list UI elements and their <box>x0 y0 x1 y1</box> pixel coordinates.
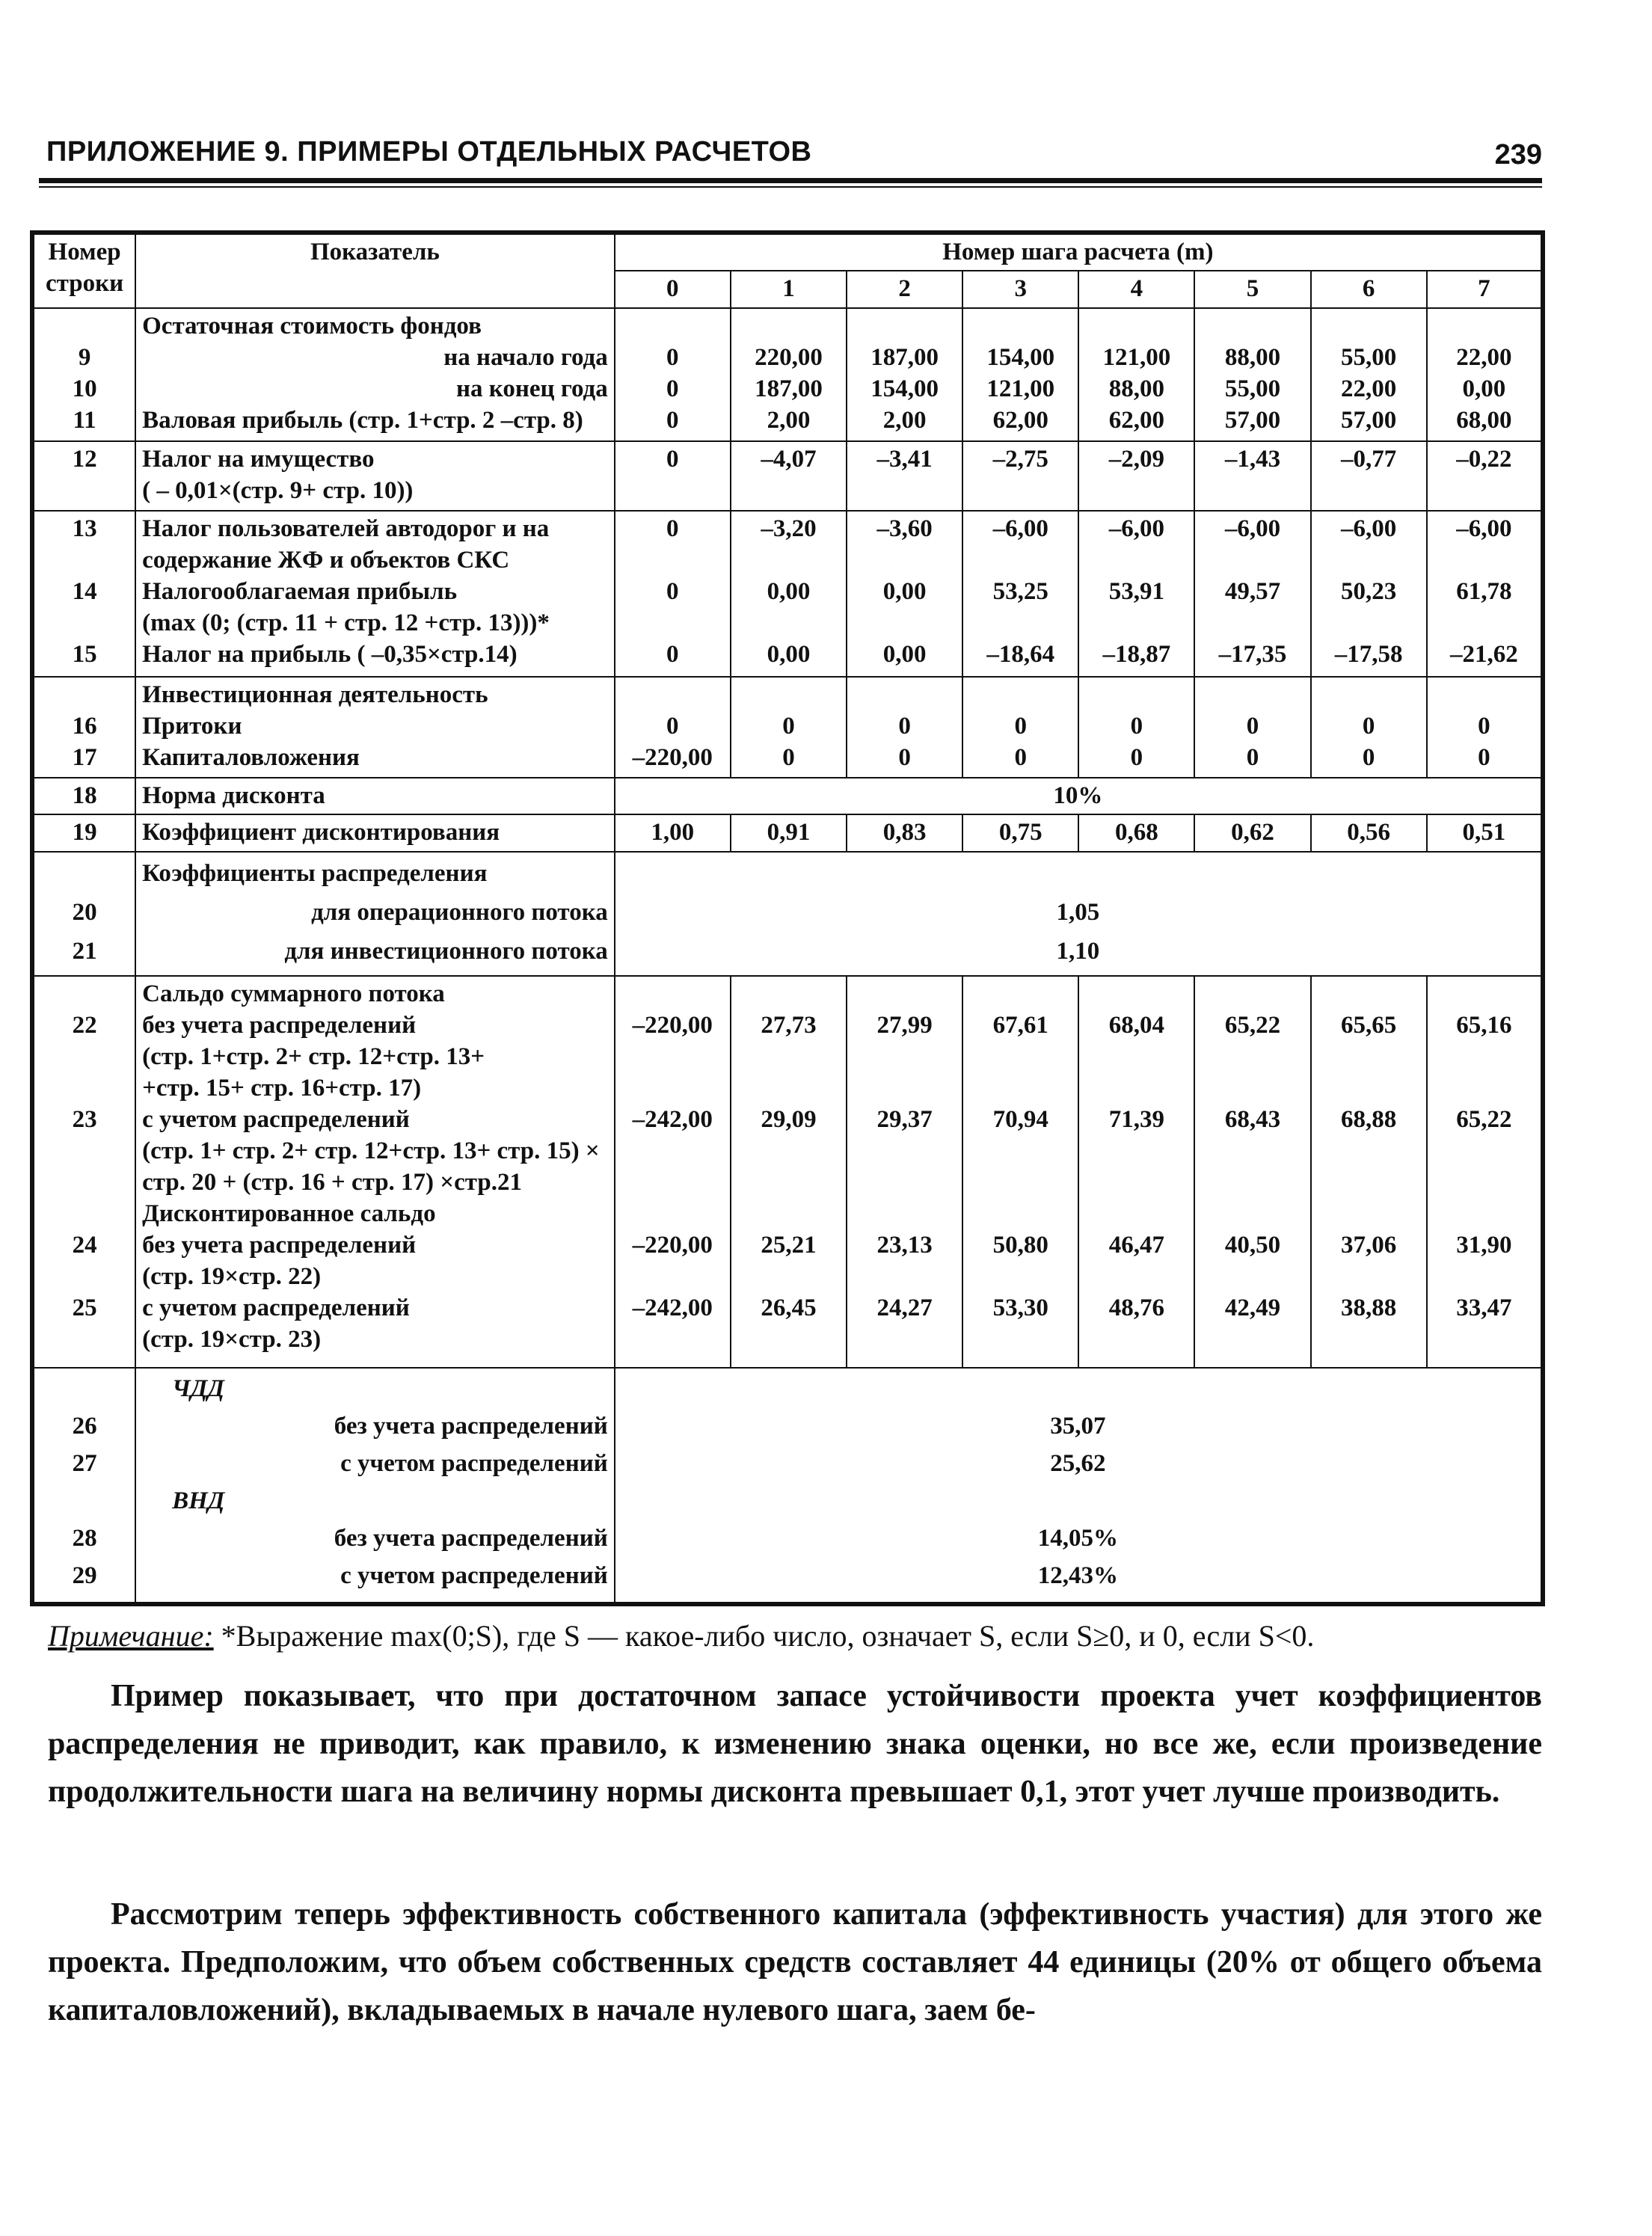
cell-values: 0 0 <box>1078 677 1194 778</box>
cell-values: 0 –220,00 <box>615 677 731 778</box>
cell-value: 0,75 <box>962 814 1078 851</box>
row-label: Сальдо суммарного потока без учета распределений (стр. 1+стр. 2+ стр. 12+стр. 13+ +стр. 15+ стр. 16+стр. 17) с учетом распределений (стр. 1+ стр. 2+ стр. 12+стр. 13+ стр. 15) × стр. 20 + (стр. 16 + стр. 17) ×стр.21 Дисконтированное сальдо без учета распределений (стр. 19×стр. 22) с учетом распределений (стр. 19×стр. 23) <box>135 976 615 1368</box>
calculation-table <box>30 230 1545 1606</box>
note-label: Примечание: <box>48 1619 214 1653</box>
cell-values: –220,00 –242,00 –220,00 –242,00 <box>615 976 731 1368</box>
cell-value: 0,62 <box>1194 814 1310 851</box>
page-number: 239 <box>1494 139 1542 171</box>
row-label: Инвестиционная деятельность Притоки Капиталовложения <box>135 677 615 778</box>
cell-values: 65,16 65,22 31,90 33,47 <box>1427 976 1543 1368</box>
cell-values: 154,00 121,00 62,00 <box>962 308 1078 442</box>
row-number: 19 <box>32 814 135 851</box>
cell-values: –6,00 50,23 –17,58 <box>1311 511 1427 677</box>
cell-values: 88,00 55,00 57,00 <box>1194 308 1310 442</box>
body-paragraph-2: Рассмотрим теперь эффективность собственного капитала (эффективность участия) для этого же проекта. Предположим, что объем собственных средств составляет 44 единицы (20% от общего объема капиталовложений), вкладываемых в начале нулевого шага, заем бе- <box>48 1897 1542 2027</box>
cell-values: 0 0 0 <box>615 308 731 442</box>
row-number: 12 <box>32 441 135 510</box>
cell-value: –2,09 <box>1078 441 1194 510</box>
step-header: 4 <box>1078 271 1194 307</box>
table-note <box>48 1618 1544 1653</box>
cell-values: 22,00 0,00 68,00 <box>1427 308 1543 442</box>
cell-values: 55,00 22,00 57,00 <box>1311 308 1427 442</box>
cell-value: 0,56 <box>1311 814 1427 851</box>
row-label: Налог на имущество ( – 0,01×(стр. 9+ стр. 10)) <box>135 441 615 510</box>
cell-values: 220,00 187,00 2,00 <box>731 308 847 442</box>
running-title: ПРИЛОЖЕНИЕ 9. ПРИМЕРЫ ОТДЕЛЬНЫХ РАСЧЕТОВ <box>46 136 812 168</box>
cell-values: 27,73 29,09 25,21 26,45 <box>731 976 847 1368</box>
table-row <box>32 677 1543 778</box>
cell-value: –3,41 <box>847 441 962 510</box>
table-row <box>32 511 1543 677</box>
cell-values: –6,00 53,91 –18,87 <box>1078 511 1194 677</box>
cell-values: –6,00 61,78 –21,62 <box>1427 511 1543 677</box>
cell-values: 0 0 <box>731 677 847 778</box>
table-row <box>32 778 1543 814</box>
row-number: 26 27 28 29 <box>32 1368 135 1604</box>
cell-values: 67,61 70,94 50,80 53,30 <box>962 976 1078 1368</box>
step-header: 7 <box>1427 271 1543 307</box>
cell-values: 121,00 88,00 62,00 <box>1078 308 1194 442</box>
cell-values: 0 0 <box>1311 677 1427 778</box>
row-number: 13 14 15 <box>32 511 135 677</box>
cell-value: –0,22 <box>1427 441 1543 510</box>
cell-value: 0,51 <box>1427 814 1543 851</box>
summary-values: 35,07 25,62 14,05% 12,43% <box>615 1368 1543 1604</box>
cell-values: 187,00 154,00 2,00 <box>847 308 962 442</box>
table-row <box>32 976 1543 1368</box>
cell-values: 27,99 29,37 23,13 24,27 <box>847 976 962 1368</box>
table-row <box>32 1368 1543 1604</box>
row-number: 20 21 <box>32 852 135 976</box>
step-header: 5 <box>1194 271 1310 307</box>
note-text: *Выражение max(0;S), где S — какое-либо число, означает S, если S≥0, и 0, если S<0. <box>213 1619 1315 1653</box>
step-header: 1 <box>731 271 847 307</box>
discount-rate-value: 10% <box>615 778 1543 814</box>
cell-values: 0 0 <box>1427 677 1543 778</box>
step-header: 2 <box>847 271 962 307</box>
cell-value: –2,75 <box>962 441 1078 510</box>
step-header: 6 <box>1311 271 1427 307</box>
cell-values: 65,22 68,43 40,50 42,49 <box>1194 976 1310 1368</box>
header-row-1 <box>32 233 1543 271</box>
row-number: 16 17 <box>32 677 135 778</box>
table-row <box>32 441 1543 510</box>
cell-values: 0 0 0 <box>615 511 731 677</box>
cell-values: –3,20 0,00 0,00 <box>731 511 847 677</box>
header-rule-thin <box>39 186 1542 188</box>
cell-value: 0,91 <box>731 814 847 851</box>
body-paragraph-1: Пример показывает, что при достаточном запасе устойчивости проекта учет коэффициентов распределения не приводит, как правило, к изменению знака оценки, но все же, если произведение продолжительности шага на величину нормы дисконта превышает 0,1, этот учет лучше производить. <box>48 1679 1542 1809</box>
row-label: Налог пользователей автодорог и на содержание ЖФ и объектов СКС Налогооблагаемая прибыль (max (0; (стр. 11 + стр. 12 +стр. 13)))* Налог на прибыль ( –0,35×стр.14) <box>135 511 615 677</box>
row-number: 9 10 11 <box>32 308 135 442</box>
cell-values: –6,00 53,25 –18,64 <box>962 511 1078 677</box>
cell-value: 0,83 <box>847 814 962 851</box>
header-steps: Номер шага расчета (m) <box>615 233 1543 271</box>
row-label: Остаточная стоимость фондов на начало года на конец года Валовая прибыль (стр. 1+стр. 2 –стр. 8) <box>135 308 615 442</box>
header-indicator: Показатель <box>135 233 615 308</box>
row-number: 22 23 24 25 <box>32 976 135 1368</box>
cell-values: 0 0 <box>847 677 962 778</box>
cell-value: –4,07 <box>731 441 847 510</box>
row-label: Коэффициент дисконтирования <box>135 814 615 851</box>
header-rule-thick <box>39 178 1542 183</box>
table-row <box>32 814 1543 851</box>
cell-values: 0 0 <box>1194 677 1310 778</box>
cell-value: 0,68 <box>1078 814 1194 851</box>
step-header: 3 <box>962 271 1078 307</box>
step-header: 0 <box>615 271 731 307</box>
row-label: ЧДД без учета распределений с учетом распределений ВНД без учета распределений с учетом распределений <box>135 1368 615 1604</box>
cell-values: –3,60 0,00 0,00 <box>847 511 962 677</box>
cell-value: 0 <box>615 441 731 510</box>
row-label: Коэффициенты распределения для операционного потока для инвестиционного потока <box>135 852 615 976</box>
cell-values: –6,00 49,57 –17,35 <box>1194 511 1310 677</box>
table-row <box>32 308 1543 442</box>
distribution-values: 1,05 1,10 <box>615 852 1543 976</box>
running-header <box>39 136 1542 175</box>
cell-value: –1,43 <box>1194 441 1310 510</box>
table-row <box>32 852 1543 976</box>
cell-values: 0 0 <box>962 677 1078 778</box>
cell-value: 1,00 <box>615 814 731 851</box>
row-number: 18 <box>32 778 135 814</box>
row-label: Норма дисконта <box>135 778 615 814</box>
cell-values: 65,65 68,88 37,06 38,88 <box>1311 976 1427 1368</box>
cell-value: –0,77 <box>1311 441 1427 510</box>
cell-values: 68,04 71,39 46,47 48,76 <box>1078 976 1194 1368</box>
header-rownum: Номер строки <box>32 233 135 308</box>
